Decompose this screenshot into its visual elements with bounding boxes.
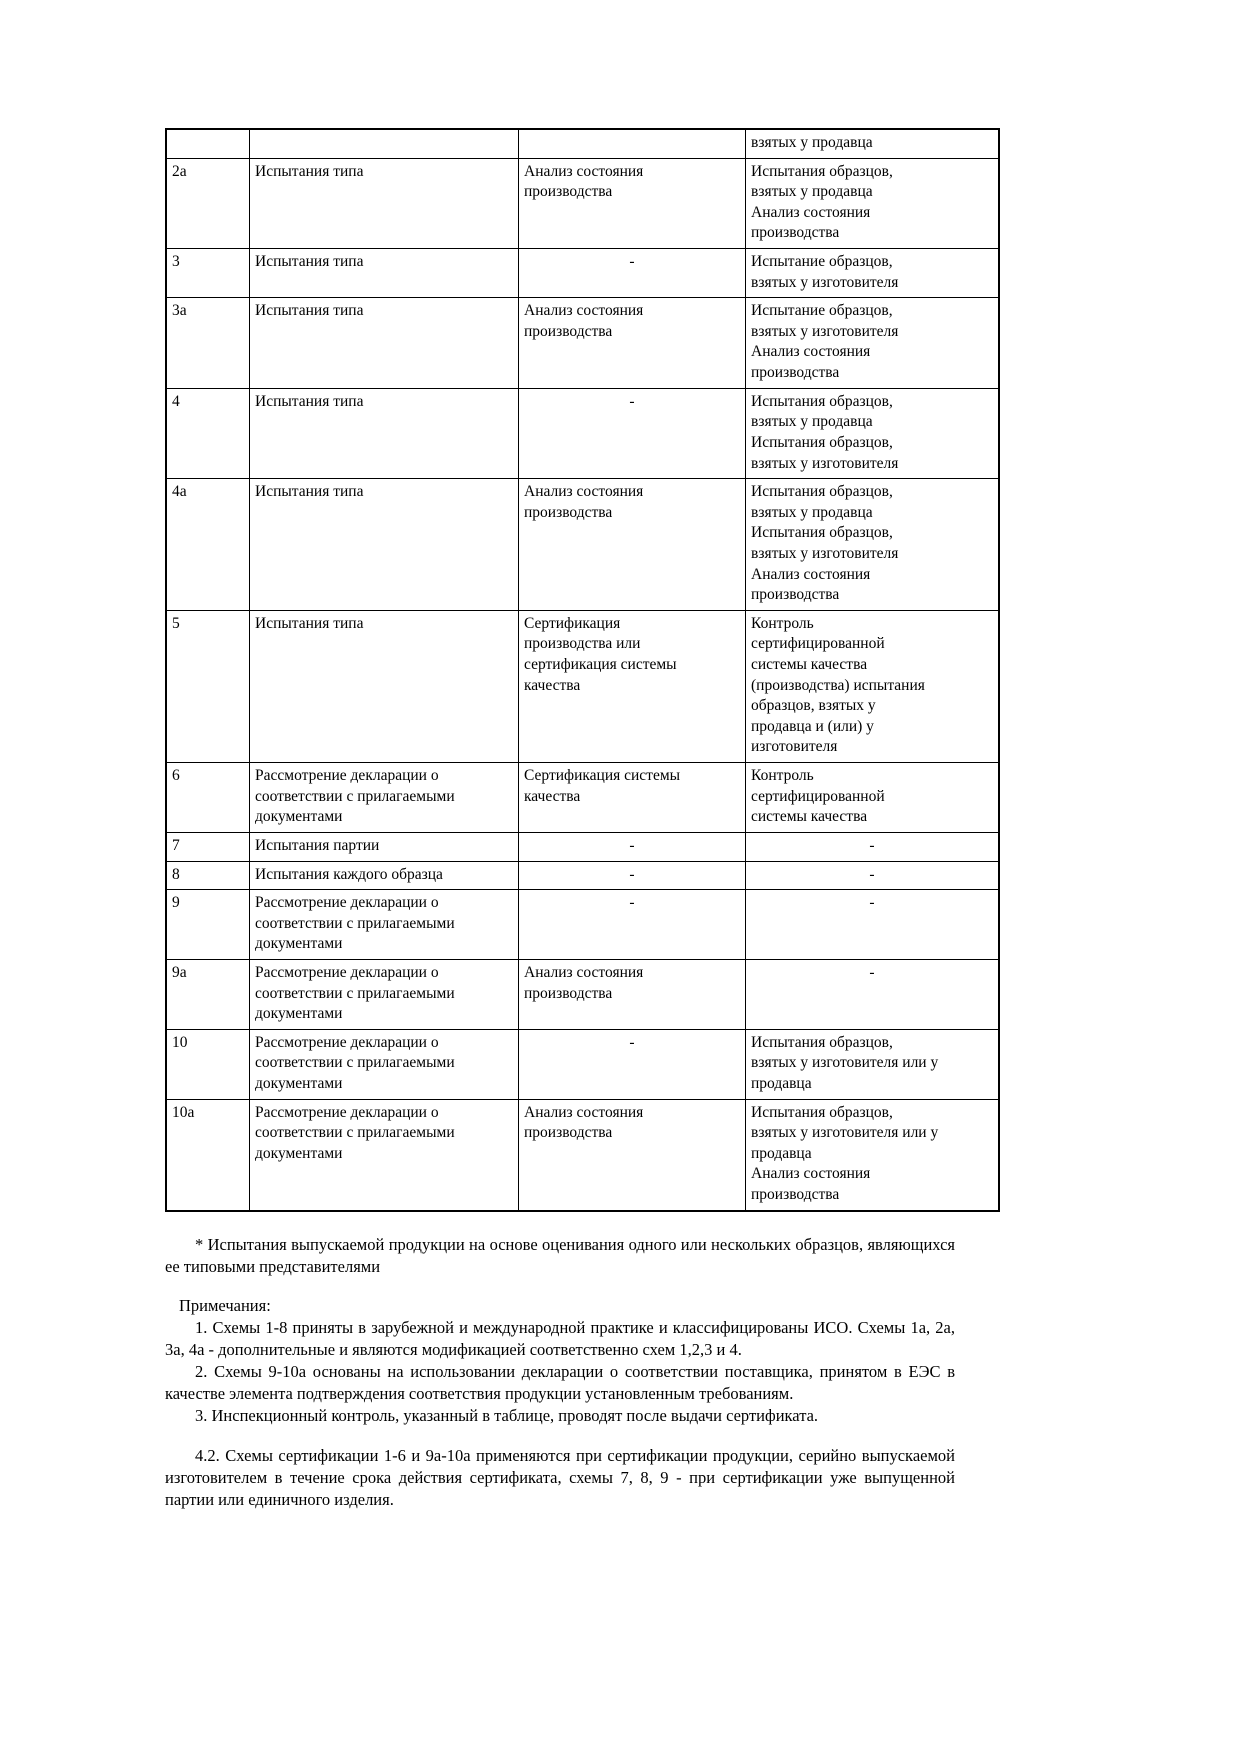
cell-line: 5 (172, 614, 180, 632)
cell-line: сертифицированной (751, 635, 885, 653)
cell-line: соответствии с прилагаемыми (255, 1054, 455, 1072)
certification-schemes-table (165, 128, 1000, 1212)
cell-line: соответствии с прилагаемыми (255, 1124, 455, 1142)
cell-inspection-control (746, 129, 1000, 158)
cell-inspection-control (746, 388, 1000, 478)
cell-line: Испытания образцов, (751, 433, 893, 451)
cell-line: производства или (524, 635, 641, 653)
cell-line: - (629, 865, 635, 883)
cell-inspection-control (746, 610, 1000, 762)
cell-line: взятых у изготовителя (751, 273, 899, 291)
cell-line: 10а (172, 1103, 195, 1121)
cell-scheme-number (166, 1099, 250, 1211)
cell-line: качества (524, 787, 581, 805)
note-item-1: 1. Схемы 1-8 приняты в зарубежной и международной практике и классифицированы ИСО. Схемы 1а, 2а, 3а, 4а - дополнительные и являются модификацией соответственно схем 1,2,3 и 4. (165, 1317, 955, 1360)
cell-line: Испытания каждого образца (255, 865, 443, 883)
cell-inspection-control (746, 832, 1000, 861)
cell-line: - (869, 836, 875, 854)
cell-line: 6 (172, 767, 180, 785)
cell-line: Испытания образцов, (751, 524, 893, 542)
cell-line: Испытание образцов, (751, 253, 893, 271)
cell-line: Анализ состояния (524, 162, 644, 180)
cell-line: Испытания образцов, (751, 483, 893, 501)
cell-production-evaluation (519, 1099, 746, 1211)
cell-line: производства (751, 224, 840, 242)
table-row (166, 890, 999, 960)
cell-type-testing (250, 129, 519, 158)
table-row (166, 959, 999, 1029)
cell-line: - (869, 865, 875, 883)
cell-inspection-control (746, 1099, 1000, 1211)
cell-line: производства (524, 322, 613, 340)
cell-line: документами (255, 1005, 343, 1023)
table-body (166, 129, 999, 1211)
cell-inspection-control (746, 890, 1000, 960)
cell-type-testing (250, 890, 519, 960)
cell-production-evaluation (519, 129, 746, 158)
cell-line: Рассмотрение декларации о (255, 894, 439, 912)
cell-type-testing (250, 298, 519, 388)
cell-production-evaluation (519, 1029, 746, 1099)
cell-line: производства (524, 1124, 613, 1142)
cell-line: 4 (172, 392, 180, 410)
cell-scheme-number (166, 959, 250, 1029)
cell-inspection-control (746, 158, 1000, 248)
cell-line: - (629, 392, 635, 410)
cell-line: Анализ состояния (524, 302, 644, 320)
cell-line: Анализ состояния (751, 565, 871, 583)
cell-line: Испытания образцов, (751, 162, 893, 180)
cell-line: Испытания типа (255, 483, 364, 501)
cell-inspection-control (746, 959, 1000, 1029)
cell-line: Испытания типа (255, 614, 364, 632)
cell-line: - (629, 836, 635, 854)
cell-line: взятых у изготовителя (751, 322, 899, 340)
cell-line: 2а (172, 162, 187, 180)
cell-line: производства (524, 183, 613, 201)
cell-line: - (629, 894, 635, 912)
cell-line: взятых у продавца (751, 134, 873, 151)
cell-line: (производства) испытания (751, 676, 925, 694)
notes-section (165, 1234, 955, 1511)
cell-line: 9 (172, 894, 180, 912)
table-row (166, 832, 999, 861)
cell-line: взятых у продавца (751, 183, 873, 201)
table-row (166, 610, 999, 762)
cell-line: образцов, взятых у (751, 697, 876, 715)
cell-type-testing (250, 763, 519, 833)
cell-scheme-number (166, 249, 250, 298)
table-row (166, 861, 999, 890)
table-row (166, 129, 999, 158)
cell-line: производства (751, 1186, 840, 1204)
cell-scheme-number (166, 763, 250, 833)
cell-line: Рассмотрение декларации о (255, 767, 439, 785)
cell-line: системы качества (751, 656, 868, 674)
cell-line: документами (255, 1144, 343, 1162)
cell-line: Рассмотрение декларации о (255, 1103, 439, 1121)
table-row (166, 249, 999, 298)
cell-production-evaluation (519, 610, 746, 762)
table-row (166, 763, 999, 833)
cell-line: 10 (172, 1033, 188, 1051)
cell-type-testing (250, 832, 519, 861)
table-row (166, 158, 999, 248)
cell-line: взятых у изготовителя (751, 454, 899, 472)
table-row (166, 1029, 999, 1099)
cell-line: 9а (172, 963, 187, 981)
cell-production-evaluation (519, 861, 746, 890)
cell-line: сертифицированной (751, 787, 885, 805)
cell-line: взятых у изготовителя или у (751, 1054, 939, 1072)
cell-line: продавца (751, 1074, 812, 1092)
cell-line: Испытания партии (255, 836, 380, 854)
cell-line: продавца и (или) у (751, 717, 874, 735)
cell-type-testing (250, 861, 519, 890)
cell-type-testing (250, 1029, 519, 1099)
cell-inspection-control (746, 298, 1000, 388)
cell-line: Испытания образцов, (751, 392, 893, 410)
note-item-3: 3. Инспекционный контроль, указанный в таблице, проводят после выдачи сертификата. (195, 1406, 819, 1426)
cell-line: соответствии с прилагаемыми (255, 787, 455, 805)
cell-line: Испытания типа (255, 302, 364, 320)
cell-type-testing (250, 158, 519, 248)
cell-inspection-control (746, 1029, 1000, 1099)
cell-scheme-number (166, 479, 250, 611)
cell-line: - (869, 963, 875, 981)
cell-line: Испытания образцов, (751, 1103, 893, 1121)
cell-production-evaluation (519, 890, 746, 960)
cell-line: - (629, 253, 635, 271)
cell-line: Сертификация (524, 614, 621, 632)
cell-type-testing (250, 610, 519, 762)
cell-line: соответствии с прилагаемыми (255, 984, 455, 1002)
cell-line: 7 (172, 836, 180, 854)
cell-line: 3а (172, 302, 187, 320)
cell-inspection-control (746, 861, 1000, 890)
cell-line: Контроль (751, 767, 814, 785)
cell-inspection-control (746, 249, 1000, 298)
cell-line: Анализ состояния (524, 1103, 644, 1121)
cell-production-evaluation (519, 158, 746, 248)
cell-production-evaluation (519, 298, 746, 388)
cell-line: взятых у продавца (751, 503, 873, 521)
cell-line: Испытания типа (255, 392, 364, 410)
cell-line: взятых у изготовителя (751, 544, 899, 562)
cell-line: Испытания образцов, (751, 1033, 893, 1051)
cell-line: Анализ состояния (751, 1165, 871, 1183)
cell-line: производства (751, 364, 840, 382)
cell-type-testing (250, 249, 519, 298)
notes-heading: Примечания: (179, 1295, 271, 1315)
cell-production-evaluation (519, 249, 746, 298)
cell-line: Сертификация системы (524, 767, 681, 785)
cell-line: 3 (172, 253, 180, 271)
cell-inspection-control (746, 479, 1000, 611)
cell-line: документами (255, 935, 343, 953)
cell-line: Анализ состояния (751, 343, 871, 361)
cell-line: системы качества (751, 808, 868, 826)
cell-line: Анализ состояния (524, 483, 644, 501)
cell-line: Испытания типа (255, 162, 364, 180)
cell-line: сертификация системы (524, 656, 677, 674)
table-row (166, 298, 999, 388)
cell-line: Анализ состояния (524, 963, 644, 981)
cell-line: продавца (751, 1144, 812, 1162)
cell-scheme-number (166, 129, 250, 158)
cell-line: соответствии с прилагаемыми (255, 914, 455, 932)
cell-production-evaluation (519, 388, 746, 478)
cell-line: производства (524, 503, 613, 521)
cell-scheme-number (166, 1029, 250, 1099)
cell-scheme-number (166, 832, 250, 861)
table-row (166, 479, 999, 611)
cell-line: качества (524, 676, 581, 694)
cell-line: Рассмотрение декларации о (255, 963, 439, 981)
cell-line: Испытания типа (255, 253, 364, 271)
cell-line: Анализ состояния (751, 203, 871, 221)
cell-type-testing (250, 388, 519, 478)
cell-line: - (869, 894, 875, 912)
cell-line: взятых у изготовителя или у (751, 1124, 939, 1142)
note-item-2: 2. Схемы 9-10а основаны на использовании декларации о соответствии поставщика, принятом в ЕЭС в качестве элемента подтверждения соответствия продукции установленным требованиям. (165, 1362, 955, 1404)
cell-line: - (629, 1033, 635, 1051)
cell-type-testing (250, 1099, 519, 1211)
cell-scheme-number (166, 158, 250, 248)
footnote-asterisk: * Испытания выпускаемой продукции на основе оценивания одного или нескольких образцов, являющихся ее типовыми представителями (165, 1234, 955, 1276)
table-row (166, 388, 999, 478)
cell-line: 8 (172, 865, 180, 883)
cell-production-evaluation (519, 832, 746, 861)
cell-scheme-number (166, 388, 250, 478)
cell-type-testing (250, 479, 519, 611)
cell-line: взятых у продавца (751, 413, 873, 431)
cell-line: 4а (172, 483, 187, 501)
cell-scheme-number (166, 861, 250, 890)
cell-production-evaluation (519, 763, 746, 833)
cell-scheme-number (166, 298, 250, 388)
cell-line: производства (751, 586, 840, 604)
cell-production-evaluation (519, 959, 746, 1029)
cell-line: производства (524, 984, 613, 1002)
cell-inspection-control (746, 763, 1000, 833)
cell-type-testing (250, 959, 519, 1029)
table-row (166, 1099, 999, 1211)
cell-line: Контроль (751, 614, 814, 632)
cell-line: Рассмотрение декларации о (255, 1033, 439, 1051)
clause-4-2: 4.2. Схемы сертификации 1-6 и 9а-10а применяются при сертификации продукции, серийно выпускаемой изготовителем в течение срока действия сертификата, схемы 7, 8, 9 - при сертификации уже выпущенной партии или единичного изделия. (165, 1445, 955, 1509)
cell-line: документами (255, 1074, 343, 1092)
cell-scheme-number (166, 890, 250, 960)
cell-scheme-number (166, 610, 250, 762)
cell-line: изготовителя (751, 738, 838, 756)
cell-production-evaluation (519, 479, 746, 611)
cell-line: Испытание образцов, (751, 302, 893, 320)
cell-line: документами (255, 808, 343, 826)
